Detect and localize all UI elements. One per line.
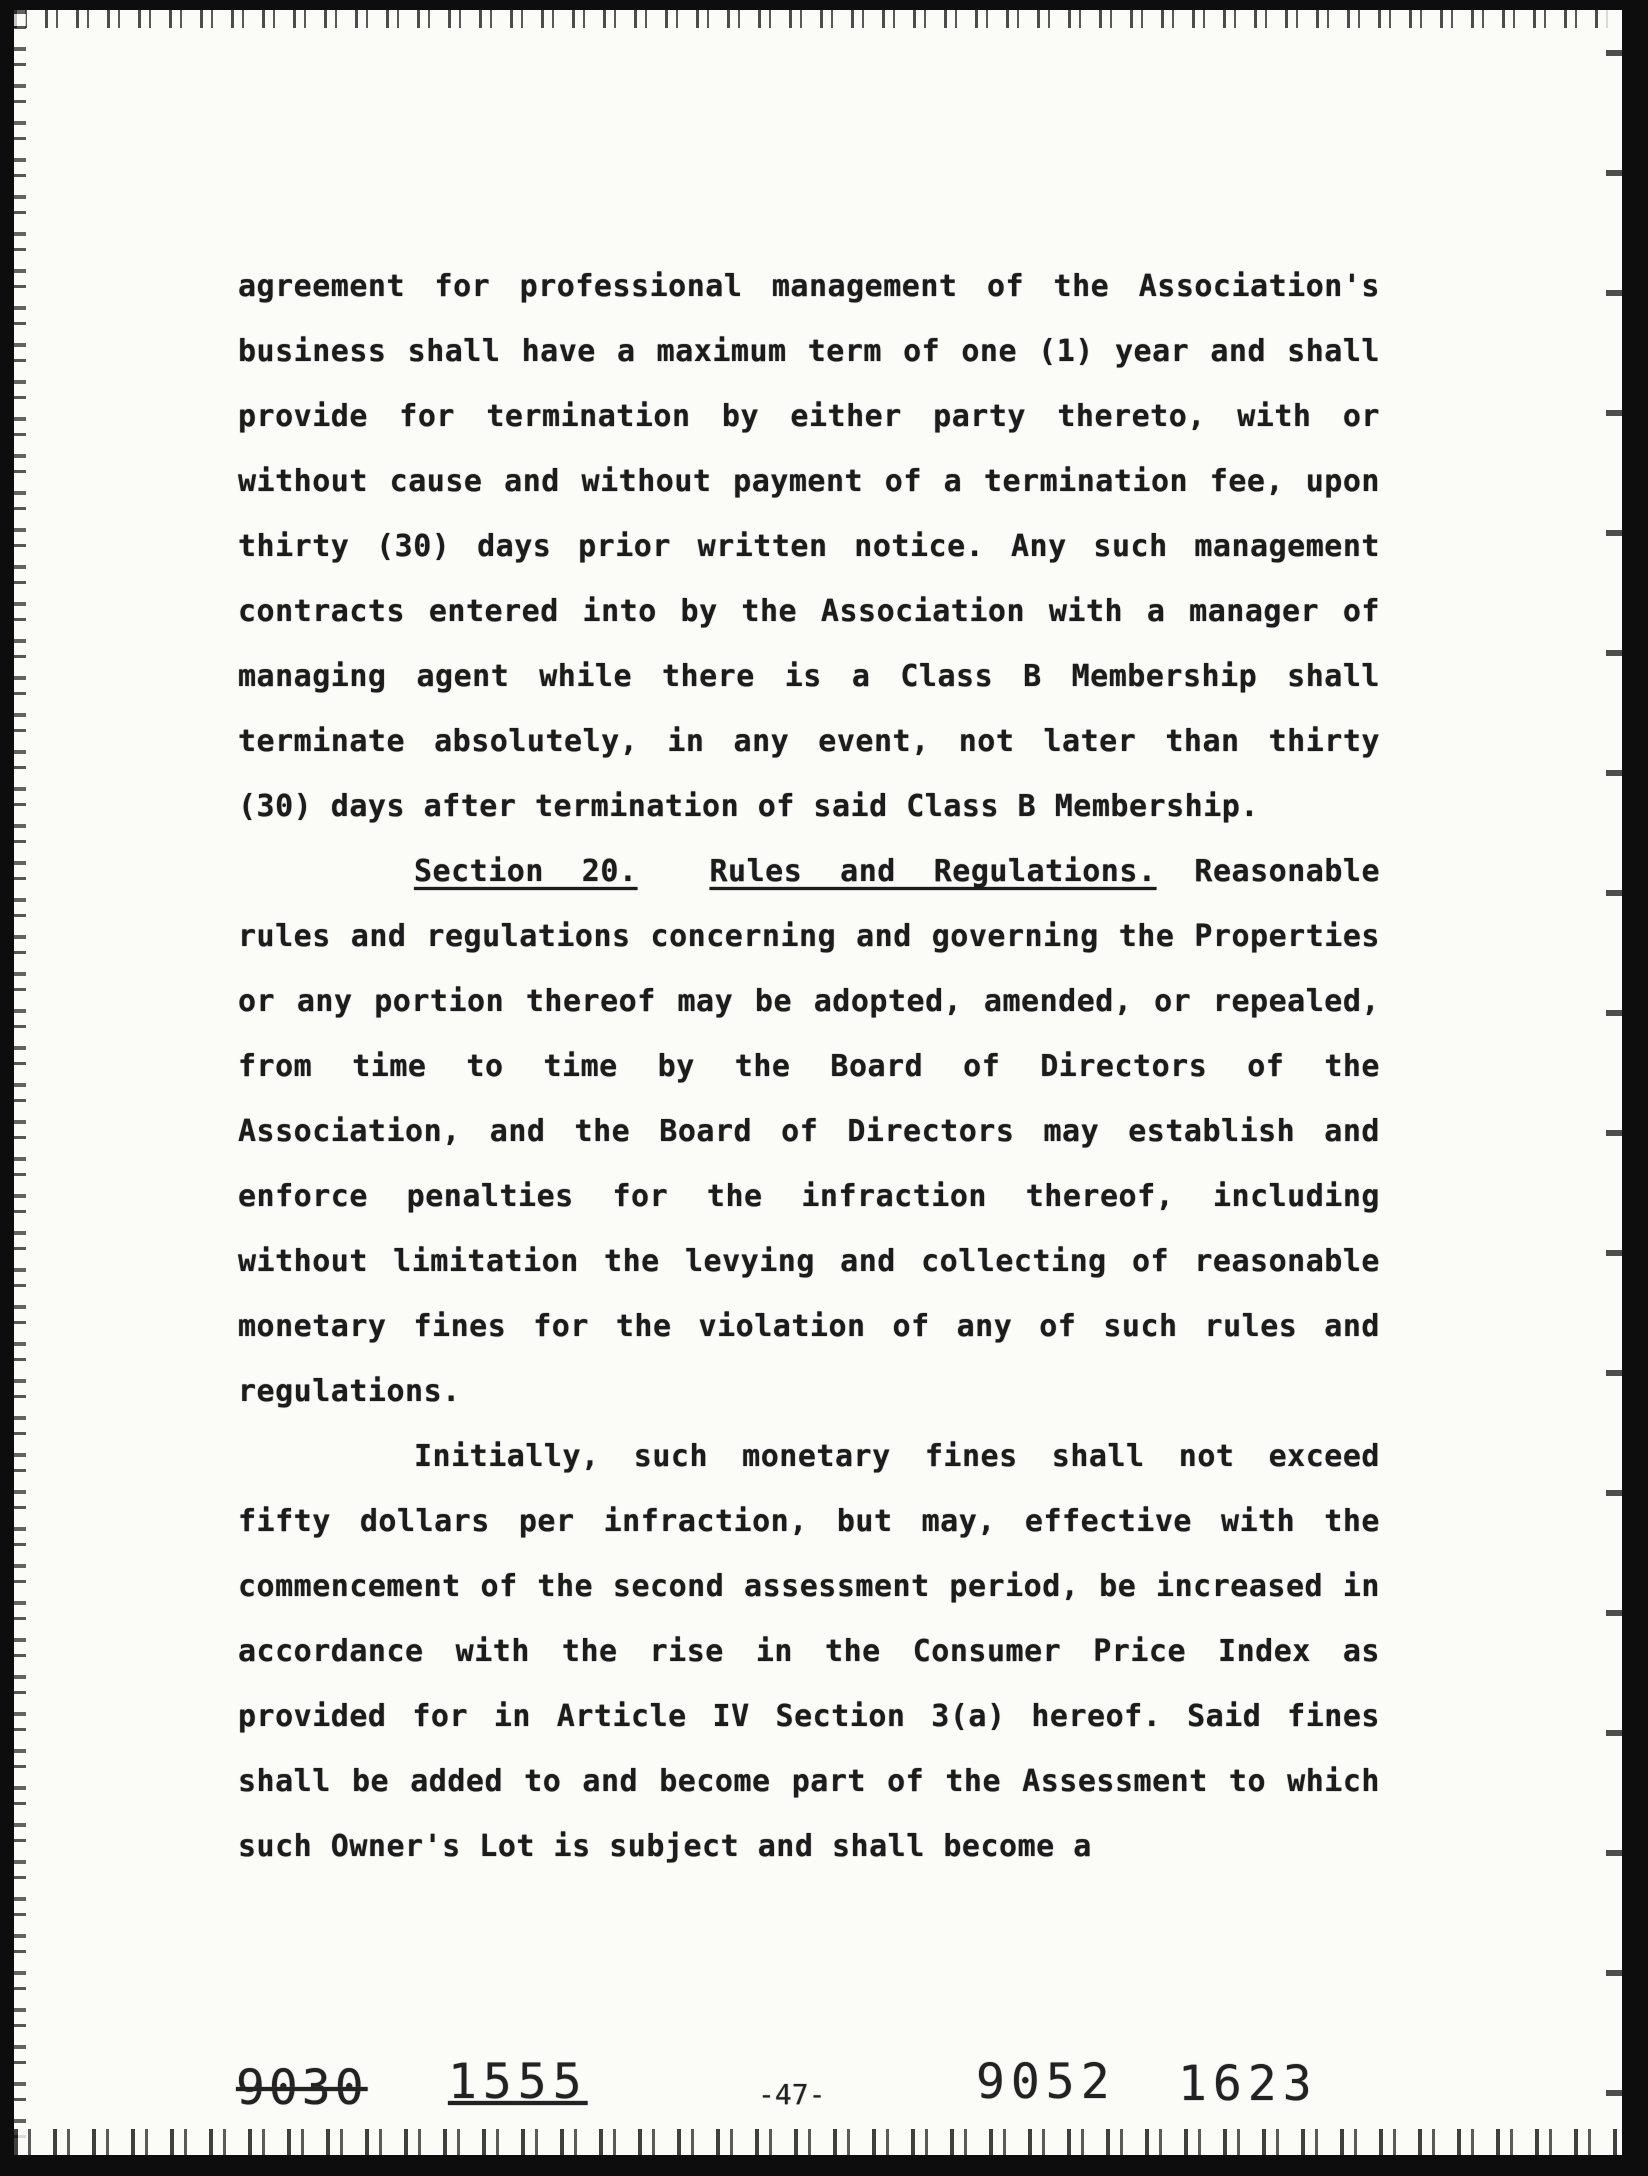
- scan-edge-right: [1606, 10, 1622, 2155]
- page-number: -47-: [758, 2078, 826, 2111]
- document-body: [238, 254, 1380, 1879]
- scan-edge-left: [14, 10, 26, 2155]
- scan-edge-bottom: [14, 2129, 1622, 2155]
- paragraph-rules-and-regulations: [238, 839, 1380, 1424]
- section-body: Reasonable rules and regulations concerning and governing the Properties or any portion thereof may be adopted, amended, or repealed, from time to time by the Board of Directors of the Association, and the Board of Directors may establish and enforce penalties for the infraction thereof, including without limitation the levying and collecting of reasonable monetary fines for the violation of any of such rules and regulations.: [238, 854, 1381, 1409]
- section-label: Section 20.: [414, 854, 638, 889]
- page-footer: [236, 2054, 1380, 2130]
- paragraph-monetary-fines: Initially, such monetary fines shall not exceed fifty dollars per infraction, but may, effective with the commencement of the second assessment period, be increased in accordance with the rise in the Consumer Price Index as provided for in Article IV Section 3(a) hereof. Said fines shall be added to and become part of the Assessment to which such Owner's Lot is subject and shall become a: [238, 1439, 1380, 1864]
- scanned-page: [14, 10, 1622, 2155]
- section-title: Rules and Regulations.: [709, 854, 1157, 889]
- struck-book-number: 9030: [236, 2060, 368, 2116]
- struck-page-number: 1555: [448, 2054, 588, 2110]
- paragraph-management-agreement: agreement for professional management of the Association's business shall have a maximum term of one (1) year and shall provide for termination by either party thereto, with or without cause and without payment of a termination fee, upon thirty (30) days prior written notice. Any such management contracts entered into by the Association with a manager of managing agent while there is a Class B Membership shall terminate absolutely, in any event, not later than thirty (30) days after termination of said Class B Membership.: [238, 269, 1380, 824]
- book-page-number: 1623: [1178, 2056, 1318, 2112]
- book-number: 9052: [976, 2054, 1116, 2110]
- scan-edge-top: [14, 10, 1622, 28]
